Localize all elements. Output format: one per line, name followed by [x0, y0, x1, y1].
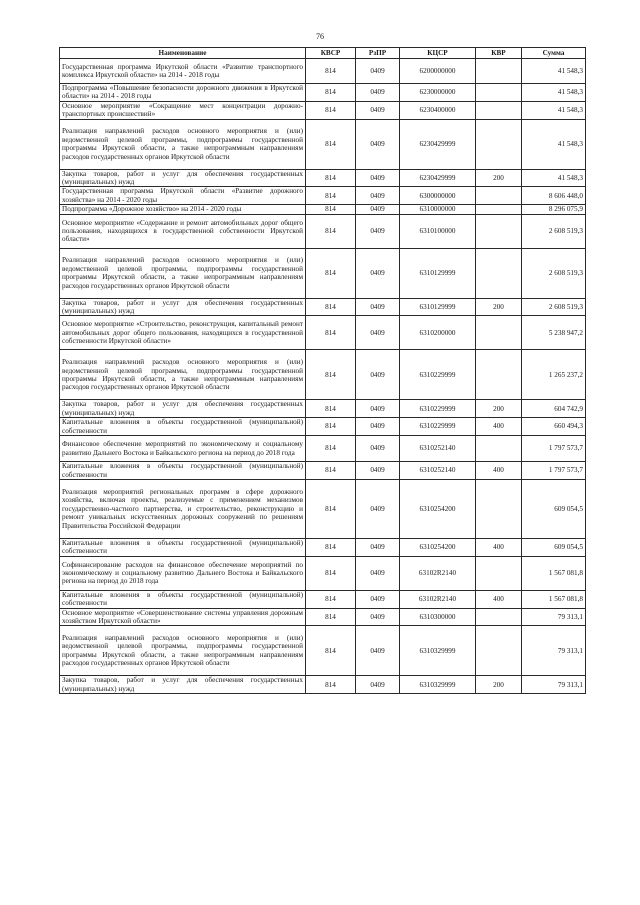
cell-rzpr: 0409	[356, 556, 400, 590]
table-row	[60, 436, 586, 462]
cell-rzpr: 0409	[356, 538, 400, 556]
cell-kcsr: 6310100000	[400, 214, 476, 248]
cell-sum: 609 054,5	[522, 538, 586, 556]
table-row	[60, 298, 586, 316]
cell-sum: 41 548,3	[522, 84, 586, 102]
cell-sum: 1 797 573,7	[522, 462, 586, 480]
cell-rzpr: 0409	[356, 316, 400, 350]
table-row	[60, 418, 586, 436]
cell-kvsr: 814	[306, 169, 356, 187]
table-row	[60, 248, 586, 298]
table-row	[60, 214, 586, 248]
cell-name: Закупка товаров, работ и услуг для обеспечения государственных (муниципальных) нужд	[60, 400, 306, 418]
cell-kvr	[476, 101, 522, 119]
cell-sum: 8 296 075,9	[522, 205, 586, 214]
cell-rzpr: 0409	[356, 187, 400, 205]
table-row	[60, 316, 586, 350]
cell-kvr	[476, 479, 522, 538]
cell-name: Капитальные вложения в объекты государственной (муниципальной) собственности	[60, 418, 306, 436]
cell-kcsr: 6310229999	[400, 418, 476, 436]
cell-rzpr: 0409	[356, 119, 400, 169]
cell-name: Подпрограмма «Повышение безопасности дорожного движения в Иркутской области» на 2014 - 2018 годы	[60, 84, 306, 102]
table-row	[60, 590, 586, 608]
cell-kcsr: 6310229999	[400, 350, 476, 400]
cell-name: Государственная программа Иркутской области «Развитие транспортного комплекса Иркутской области» на 2014 - 2018 годы	[60, 59, 306, 84]
cell-kvr	[476, 556, 522, 590]
cell-kcsr: 63102R2140	[400, 590, 476, 608]
cell-kvsr: 814	[306, 418, 356, 436]
budget-table	[59, 47, 586, 694]
cell-kvsr: 814	[306, 556, 356, 590]
cell-kvsr: 814	[306, 538, 356, 556]
column-header-kcsr: КЦСР	[400, 48, 476, 59]
table-row	[60, 538, 586, 556]
cell-sum: 41 548,3	[522, 119, 586, 169]
cell-name: Финансовое обеспечение мероприятий по экономическому и социальному развитию Дальнего Востока и Байкальского региона на период до 2018 года	[60, 436, 306, 462]
cell-name: Основное мероприятие «Совершенствование системы управления дорожным хозяйством Иркутской области»	[60, 608, 306, 626]
table-row	[60, 608, 586, 626]
cell-kcsr: 6310329999	[400, 676, 476, 694]
cell-name: Капитальные вложения в объекты государственной (муниципальной) собственности	[60, 462, 306, 480]
cell-kvsr: 814	[306, 400, 356, 418]
table-row	[60, 205, 586, 214]
cell-sum: 79 313,1	[522, 676, 586, 694]
table-row	[60, 479, 586, 538]
cell-rzpr: 0409	[356, 418, 400, 436]
cell-rzpr: 0409	[356, 101, 400, 119]
cell-sum: 1 567 081,8	[522, 590, 586, 608]
cell-name: Закупка товаров, работ и услуг для обеспечения государственных (муниципальных) нужд	[60, 676, 306, 694]
cell-kvsr: 814	[306, 316, 356, 350]
cell-kvr: 200	[476, 298, 522, 316]
cell-rzpr: 0409	[356, 248, 400, 298]
cell-kvr	[476, 119, 522, 169]
cell-kvr	[476, 316, 522, 350]
cell-kvr: 200	[476, 676, 522, 694]
table-row	[60, 462, 586, 480]
cell-kcsr: 6310300000	[400, 608, 476, 626]
cell-rzpr: 0409	[356, 462, 400, 480]
cell-sum: 79 313,1	[522, 626, 586, 676]
cell-sum: 41 548,3	[522, 169, 586, 187]
cell-name: Закупка товаров, работ и услуг для обеспечения государственных (муниципальных) нужд	[60, 298, 306, 316]
cell-kcsr: 6310329999	[400, 626, 476, 676]
table-row	[60, 626, 586, 676]
cell-name: Закупка товаров, работ и услуг для обеспечения государственных (муниципальных) нужд	[60, 169, 306, 187]
cell-kcsr: 63102R2140	[400, 556, 476, 590]
cell-sum: 1 265 237,2	[522, 350, 586, 400]
cell-kvsr: 814	[306, 205, 356, 214]
table-row	[60, 119, 586, 169]
cell-kvr	[476, 59, 522, 84]
cell-name: Капитальные вложения в объекты государственной (муниципальной) собственности	[60, 538, 306, 556]
cell-kvsr: 814	[306, 590, 356, 608]
cell-kvsr: 814	[306, 608, 356, 626]
cell-kvr: 200	[476, 169, 522, 187]
cell-kvr	[476, 187, 522, 205]
cell-sum: 604 742,9	[522, 400, 586, 418]
cell-kvsr: 814	[306, 187, 356, 205]
cell-name: Основное мероприятие «Строительство, реконструкция, капитальный ремонт автомобильных дорог общего пользования, находящихся в государственной собственности Иркутской области»	[60, 316, 306, 350]
cell-sum: 41 548,3	[522, 59, 586, 84]
table-row	[60, 400, 586, 418]
cell-name: Реализация направлений расходов основного мероприятия и (или) ведомственной целевой программы, подпрограммы государственной программы Иркутской области, а также непрограммным направлениям расходов государственных органов Иркутской области	[60, 626, 306, 676]
cell-rzpr: 0409	[356, 479, 400, 538]
cell-kvr: 400	[476, 538, 522, 556]
cell-rzpr: 0409	[356, 214, 400, 248]
cell-kvsr: 814	[306, 436, 356, 462]
cell-kvsr: 814	[306, 676, 356, 694]
cell-kvr	[476, 608, 522, 626]
cell-kvr	[476, 248, 522, 298]
cell-sum: 79 313,1	[522, 608, 586, 626]
cell-kcsr: 6310254200	[400, 479, 476, 538]
table-header-row	[60, 48, 586, 59]
column-header-sum: Сумма	[522, 48, 586, 59]
cell-name: Софинансирование расходов на финансовое обеспечение мероприятий по экономическому и социальному развитию Дальнего Востока и Байкальского региона на период до 2018 года	[60, 556, 306, 590]
cell-kvsr: 814	[306, 479, 356, 538]
cell-kvsr: 814	[306, 298, 356, 316]
cell-kcsr: 6310252140	[400, 436, 476, 462]
cell-sum: 8 606 448,0	[522, 187, 586, 205]
cell-sum: 5 238 947,2	[522, 316, 586, 350]
cell-name: Государственная программа Иркутской области «Развитие дорожного хозяйства» на 2014 - 2020 годы	[60, 187, 306, 205]
cell-rzpr: 0409	[356, 436, 400, 462]
cell-kcsr: 6310129999	[400, 248, 476, 298]
cell-kvr	[476, 436, 522, 462]
cell-kvsr: 814	[306, 462, 356, 480]
cell-rzpr: 0409	[356, 298, 400, 316]
cell-rzpr: 0409	[356, 169, 400, 187]
cell-kcsr: 6230000000	[400, 84, 476, 102]
cell-kvsr: 814	[306, 84, 356, 102]
cell-kvsr: 814	[306, 350, 356, 400]
cell-kvr: 400	[476, 462, 522, 480]
table-body	[60, 59, 586, 694]
cell-sum: 1 797 573,7	[522, 436, 586, 462]
cell-kvr	[476, 350, 522, 400]
column-header-name: Наименование	[60, 48, 306, 59]
cell-kcsr: 6230429999	[400, 169, 476, 187]
cell-rzpr: 0409	[356, 626, 400, 676]
cell-rzpr: 0409	[356, 676, 400, 694]
cell-kvr	[476, 214, 522, 248]
cell-kvsr: 814	[306, 626, 356, 676]
table-row	[60, 676, 586, 694]
cell-kvr: 400	[476, 590, 522, 608]
column-header-kvsr: КВСР	[306, 48, 356, 59]
cell-name: Основное мероприятие «Содержание и ремонт автомобильных дорог общего пользования, находящихся в государственной собственности Иркутской области»	[60, 214, 306, 248]
cell-rzpr: 0409	[356, 608, 400, 626]
cell-kcsr: 6310000000	[400, 205, 476, 214]
cell-kvr: 400	[476, 418, 522, 436]
cell-name: Основное мероприятие «Сокращение мест концентрации дорожно-транспортных происшествий»	[60, 101, 306, 119]
cell-rzpr: 0409	[356, 400, 400, 418]
cell-sum: 609 054,5	[522, 479, 586, 538]
column-header-rzpr: РзПР	[356, 48, 400, 59]
cell-kcsr: 6310200000	[400, 316, 476, 350]
cell-name: Реализация направлений расходов основного мероприятия и (или) ведомственной целевой программы, подпрограммы государственной программы Иркутской области, а также непрограммным направлениям расходов государственных органов Иркутской области	[60, 350, 306, 400]
cell-kvsr: 814	[306, 59, 356, 84]
cell-name: Капитальные вложения в объекты государственной (муниципальной) собственности	[60, 590, 306, 608]
cell-rzpr: 0409	[356, 350, 400, 400]
cell-kcsr: 6300000000	[400, 187, 476, 205]
table-row	[60, 556, 586, 590]
cell-kcsr: 6230429999	[400, 119, 476, 169]
cell-rzpr: 0409	[356, 205, 400, 214]
cell-sum: 1 567 081,8	[522, 556, 586, 590]
cell-kvr: 200	[476, 400, 522, 418]
table-row	[60, 59, 586, 84]
cell-kvr	[476, 205, 522, 214]
cell-kvr	[476, 84, 522, 102]
table-row	[60, 101, 586, 119]
cell-kcsr: 6200000000	[400, 59, 476, 84]
cell-name: Реализация направлений расходов основного мероприятия и (или) ведомственной целевой программы, подпрограммы государственной программы Иркутской области, а также непрограммным направлениям расходов государственных органов Иркутской области	[60, 248, 306, 298]
cell-kcsr: 6310129999	[400, 298, 476, 316]
cell-kcsr: 6310254200	[400, 538, 476, 556]
cell-kcsr: 6230400000	[400, 101, 476, 119]
cell-sum: 2 608 519,3	[522, 298, 586, 316]
cell-rzpr: 0409	[356, 84, 400, 102]
cell-sum: 2 608 519,3	[522, 214, 586, 248]
cell-name: Реализация направлений расходов основного мероприятия и (или) ведомственной целевой программы, подпрограммы государственной программы Иркутской области, а также непрограммным направлениям расходов государственных органов Иркутской области	[60, 119, 306, 169]
cell-name: Реализация мероприятий региональных программ в сфере дорожного хозяйства, включая проекты, реализуемые с применением механизмов государственно-частного партнерства, и строительство, реконструкцию и ремонт уникальных искусственных дорожных сооружений по решениям Правительства Российской Федерации	[60, 479, 306, 538]
cell-rzpr: 0409	[356, 59, 400, 84]
cell-sum: 2 608 519,3	[522, 248, 586, 298]
cell-kvsr: 814	[306, 119, 356, 169]
cell-kvsr: 814	[306, 248, 356, 298]
cell-sum: 41 548,3	[522, 101, 586, 119]
column-header-kvr: КВР	[476, 48, 522, 59]
cell-sum: 660 494,3	[522, 418, 586, 436]
cell-kcsr: 6310229999	[400, 400, 476, 418]
table-row	[60, 169, 586, 187]
table-row	[60, 84, 586, 102]
cell-kcsr: 6310252140	[400, 462, 476, 480]
cell-rzpr: 0409	[356, 590, 400, 608]
page-number: 76	[316, 32, 324, 41]
cell-name: Подпрограмма «Дорожное хозяйство» на 2014 - 2020 годы	[60, 205, 306, 214]
cell-kvr	[476, 626, 522, 676]
table-row	[60, 187, 586, 205]
cell-kvsr: 814	[306, 101, 356, 119]
table-row	[60, 350, 586, 400]
cell-kvsr: 814	[306, 214, 356, 248]
